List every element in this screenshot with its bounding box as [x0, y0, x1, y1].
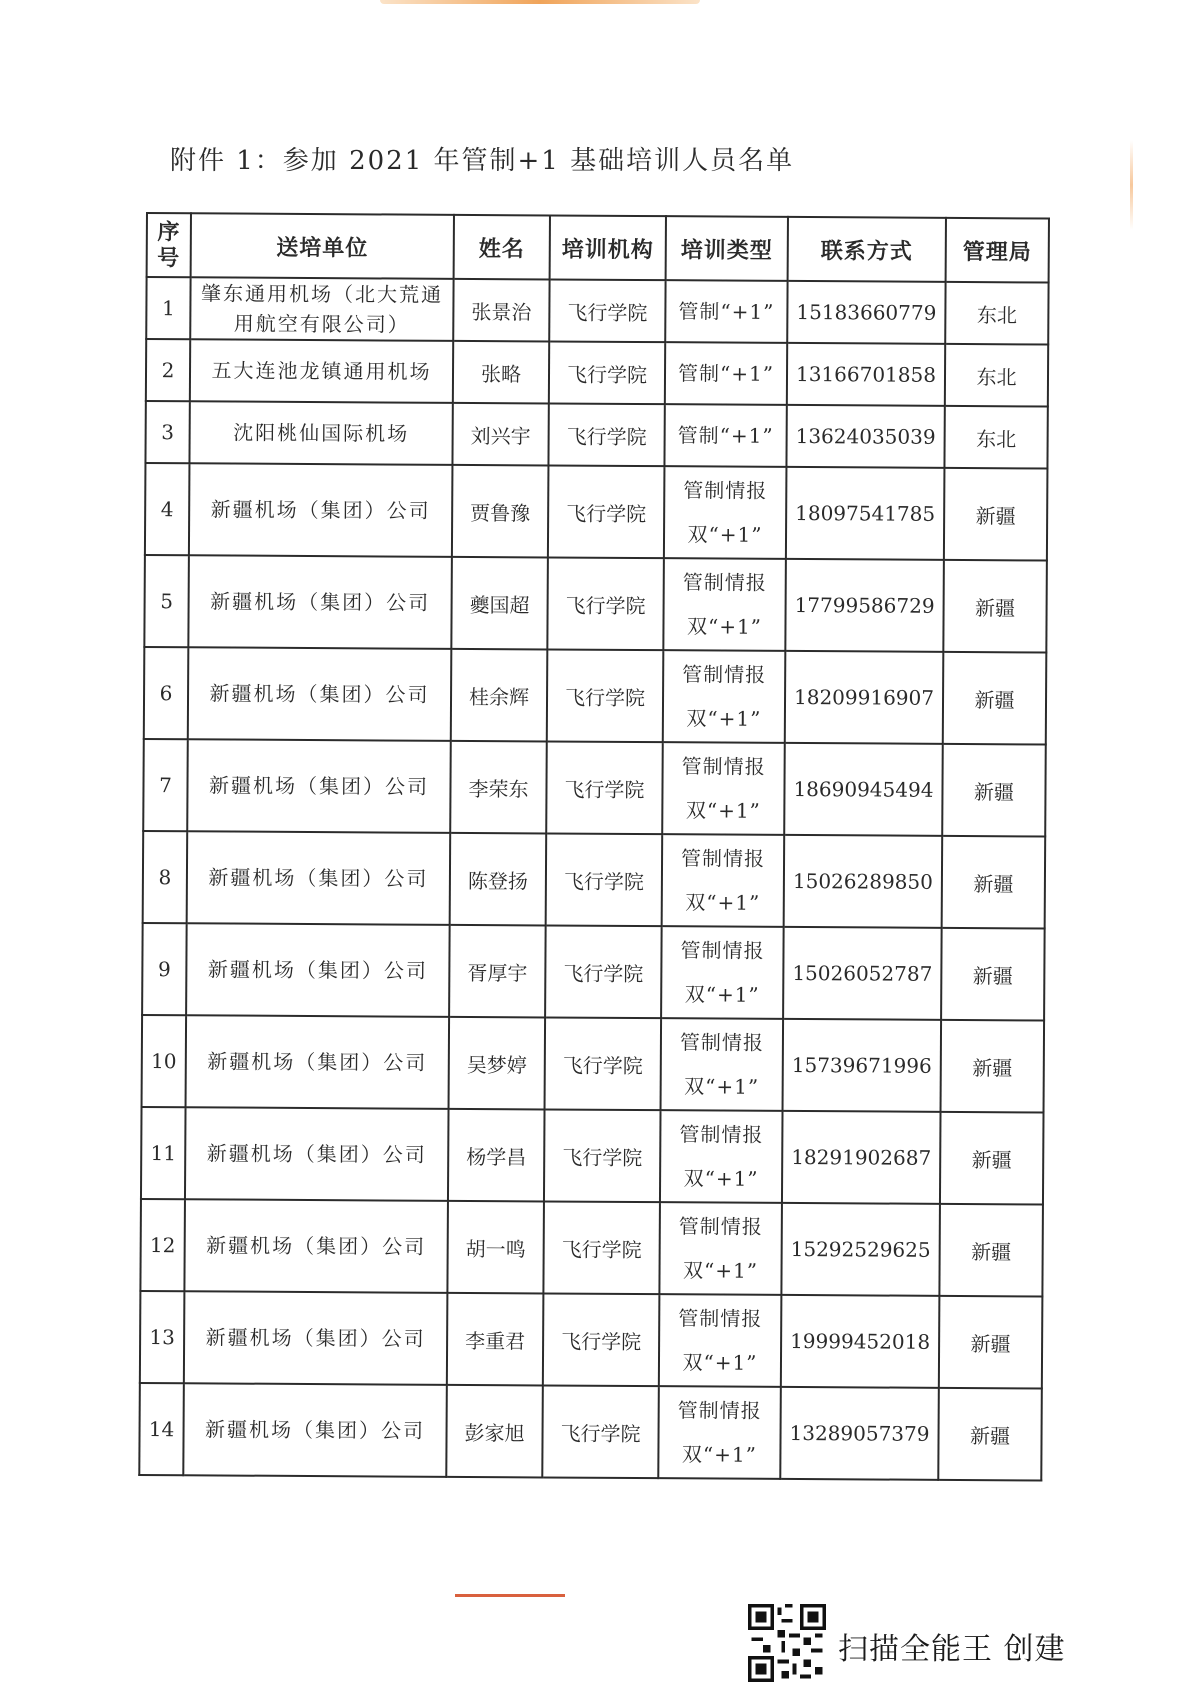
table-row	[142, 1015, 1045, 1113]
cell-type: 管制“+1”	[665, 342, 787, 405]
cell-unit: 新疆机场（集团）公司	[186, 923, 450, 1017]
cell-institution: 飞行学院	[548, 465, 665, 558]
cell-unit: 五大连池龙镇通用机场	[190, 339, 453, 403]
cell-bureau: 新疆	[939, 1204, 1043, 1297]
cell-bureau: 新疆	[942, 744, 1046, 837]
cell-institution: 飞行学院	[549, 341, 665, 404]
cell-seq: 5	[144, 555, 189, 647]
cell-institution: 飞行学院	[545, 925, 662, 1018]
cell-contact: 13166701858	[787, 343, 945, 406]
cell-bureau: 新疆	[938, 1388, 1042, 1481]
table-row	[139, 1383, 1042, 1481]
cell-seq: 12	[140, 1199, 185, 1291]
cell-name: 贾鲁豫	[452, 465, 549, 558]
cell-bureau: 新疆	[941, 928, 1045, 1021]
cell-name: 彭家旭	[446, 1385, 543, 1478]
cell-institution: 飞行学院	[544, 1109, 661, 1202]
cell-type: 管制情报双“+1”	[663, 558, 786, 651]
cell-contact: 18097541785	[786, 467, 945, 560]
cell-name: 刘兴宇	[452, 403, 548, 466]
cell-unit: 新疆机场（集团）公司	[185, 1107, 449, 1201]
cell-type: 管制情报双“+1”	[661, 926, 784, 1019]
cell-bureau: 新疆	[943, 560, 1047, 653]
cell-contact: 13624035039	[786, 405, 944, 468]
roster-table-body	[139, 277, 1048, 1480]
cell-institution: 飞行学院	[543, 1201, 660, 1294]
document-title: 附件 1：参加 2021 年管制+1 基础培训人员名单	[170, 146, 795, 176]
cell-bureau: 新疆	[942, 836, 1046, 929]
cell-contact: 15026052787	[783, 927, 942, 1020]
cell-contact: 15183660779	[787, 281, 945, 344]
cell-type: 管制情报双“+1”	[662, 742, 785, 835]
cell-type: 管制情报双“+1”	[663, 650, 786, 743]
cell-type: 管制“+1”	[664, 404, 786, 467]
cell-institution: 飞行学院	[543, 1293, 660, 1386]
table-header-row	[147, 213, 1049, 283]
scan-edge-mark-right	[1130, 140, 1133, 230]
cell-type: 管制情报双“+1”	[660, 1110, 783, 1203]
cell-seq: 1	[146, 277, 190, 339]
table-row	[141, 1107, 1044, 1205]
header-institution: 培训机构	[550, 215, 666, 280]
cell-contact: 18690945494	[784, 743, 943, 836]
cell-unit: 新疆机场（集团）公司	[184, 1291, 448, 1385]
cell-institution: 飞行学院	[546, 741, 663, 834]
cell-type: 管制“+1”	[665, 280, 787, 343]
cell-bureau: 新疆	[939, 1296, 1043, 1389]
cell-seq: 3	[145, 401, 189, 463]
table-row	[143, 739, 1046, 837]
cell-institution: 飞行学院	[547, 557, 664, 650]
header-type: 培训类型	[666, 216, 788, 281]
cell-seq: 14	[139, 1383, 184, 1475]
cell-unit: 沈阳桃仙国际机场	[189, 401, 452, 465]
cell-name: 张景治	[453, 279, 549, 342]
table-row	[145, 401, 1047, 469]
cell-bureau: 东北	[944, 406, 1047, 469]
cell-name: 胥厚宇	[449, 925, 546, 1018]
cell-type: 管制情报双“+1”	[661, 1018, 784, 1111]
header-bureau: 管理局	[946, 218, 1049, 283]
table-row	[144, 555, 1047, 653]
cell-name: 李荣东	[450, 741, 547, 834]
table-row	[145, 463, 1048, 561]
cell-institution: 飞行学院	[549, 279, 665, 342]
scan-edge-mark-bottom	[455, 1594, 565, 1597]
cell-type: 管制情报双“+1”	[659, 1202, 782, 1295]
cell-name: 张略	[453, 341, 549, 404]
header-seq: 序号	[147, 213, 191, 277]
cell-type: 管制情报双“+1”	[662, 834, 785, 927]
cell-contact: 18209916907	[785, 651, 944, 744]
header-name: 姓名	[454, 215, 550, 280]
cell-unit: 新疆机场（集团）公司	[183, 1383, 447, 1477]
cell-contact: 13289057379	[780, 1387, 939, 1480]
cell-institution: 飞行学院	[545, 1017, 662, 1110]
cell-name: 吴梦婷	[449, 1017, 546, 1110]
header-contact: 联系方式	[788, 217, 946, 282]
cell-name: 李重君	[447, 1293, 544, 1386]
cell-institution: 飞行学院	[546, 833, 663, 926]
cell-contact: 17799586729	[785, 559, 944, 652]
cell-seq: 13	[140, 1291, 185, 1383]
cell-name: 杨学昌	[448, 1109, 545, 1202]
cell-unit: 新疆机场（集团）公司	[188, 555, 452, 649]
cell-name: 桂余辉	[451, 649, 548, 742]
cell-bureau: 东北	[945, 282, 1048, 345]
cell-seq: 9	[142, 923, 187, 1015]
cell-name: 胡一鸣	[447, 1201, 544, 1294]
scan-edge-mark-top	[380, 0, 700, 4]
cell-bureau: 新疆	[941, 1020, 1045, 1113]
cell-bureau: 新疆	[944, 468, 1048, 561]
cell-seq: 6	[144, 647, 189, 739]
cell-institution: 飞行学院	[542, 1385, 659, 1478]
cell-type: 管制情报双“+1”	[659, 1294, 782, 1387]
cell-seq: 8	[143, 831, 188, 923]
cell-contact: 18291902687	[782, 1111, 941, 1204]
cell-contact: 19999452018	[781, 1295, 940, 1388]
cell-bureau: 新疆	[940, 1112, 1044, 1205]
roster-table	[138, 212, 1050, 1481]
cell-institution: 飞行学院	[547, 649, 664, 742]
cell-unit: 肇东通用机场（北大荒通用航空有限公司）	[190, 277, 453, 341]
roster-table-container	[138, 212, 1048, 1481]
cell-bureau: 东北	[945, 344, 1048, 407]
cell-seq: 4	[145, 463, 190, 555]
cell-type: 管制情报双“+1”	[664, 466, 787, 559]
qr-code-icon	[748, 1604, 826, 1682]
cell-name: 陈登扬	[450, 833, 547, 926]
cell-seq: 2	[146, 339, 190, 401]
cell-contact: 15292529625	[781, 1203, 940, 1296]
table-row	[140, 1199, 1043, 1297]
cell-name: 夔国超	[451, 557, 548, 650]
scanner-watermark-label: 扫描全能王 创建	[838, 1632, 1066, 1667]
cell-seq: 7	[143, 739, 188, 831]
table-row	[144, 647, 1047, 745]
cell-unit: 新疆机场（集团）公司	[186, 1015, 450, 1109]
table-row	[140, 1291, 1043, 1389]
cell-institution: 飞行学院	[548, 403, 664, 466]
cell-unit: 新疆机场（集团）公司	[187, 831, 451, 925]
cell-contact: 15739671996	[783, 1019, 942, 1112]
cell-unit: 新疆机场（集团）公司	[189, 463, 453, 557]
cell-seq: 10	[142, 1015, 187, 1107]
table-row	[146, 277, 1048, 345]
table-row	[146, 339, 1048, 407]
cell-unit: 新疆机场（集团）公司	[187, 739, 451, 833]
table-row	[143, 831, 1046, 929]
cell-unit: 新疆机场（集团）公司	[188, 647, 452, 741]
cell-type: 管制情报双“+1”	[658, 1386, 781, 1479]
table-row	[142, 923, 1045, 1021]
cell-contact: 15026289850	[784, 835, 943, 928]
header-unit: 送培单位	[191, 213, 454, 279]
cell-seq: 11	[141, 1107, 186, 1199]
cell-unit: 新疆机场（集团）公司	[184, 1199, 448, 1293]
cell-bureau: 新疆	[943, 652, 1047, 745]
